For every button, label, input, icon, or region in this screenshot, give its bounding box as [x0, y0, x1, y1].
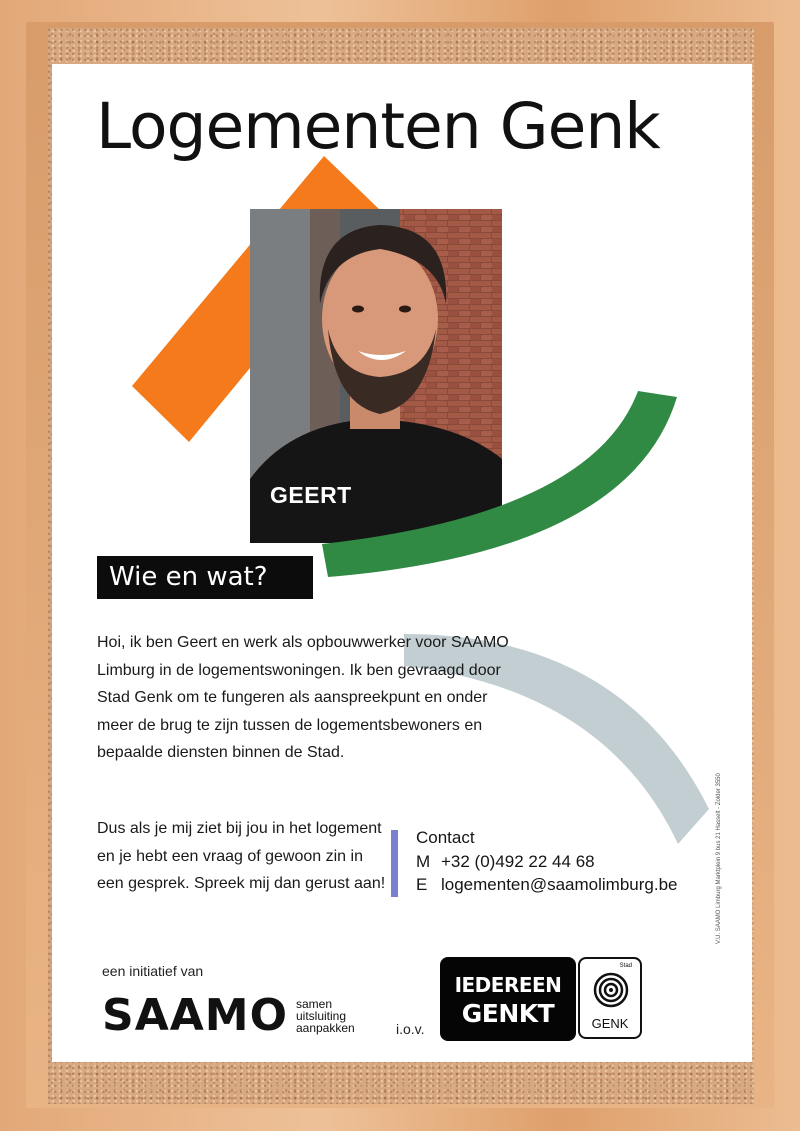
invite-paragraph: Dus als je mij ziet bij jou in het logement en je hebt een vraag of gewoon zin in een gesprek. Spreek mij dan gerust aan! [97, 820, 386, 892]
contact-phone: +32 (0)492 22 44 68 [441, 851, 595, 871]
genk-label: GENK [591, 1016, 629, 1031]
stad-genk-logo [578, 957, 642, 1039]
photo-name-label: GEERT [270, 482, 352, 508]
saamo-tagline-line: samen [295, 997, 333, 1011]
contact-email: logementen@saamolimburg.be [441, 875, 678, 894]
saamo-tagline-line: aanpakken [295, 1021, 355, 1035]
poster-title: Logementen Genk [96, 90, 660, 163]
email-key: E [416, 875, 428, 894]
section-heading: Wie en wat? [97, 556, 313, 599]
phone-key: M [416, 851, 431, 871]
saamo-tagline [296, 998, 355, 1034]
contact-email-row [416, 873, 678, 897]
genk-spiral-icon [592, 971, 630, 1009]
green-arc-shape [322, 391, 677, 577]
contact-phone-row [416, 850, 678, 874]
stad-label: Stad [619, 963, 632, 969]
iov-label: i.o.v. [396, 1021, 425, 1037]
saamo-wordmark: SAAMO [102, 990, 288, 1041]
iedereen-logo-line1: IEDEREEN [454, 973, 562, 997]
saamo-logo [102, 990, 355, 1041]
iedereen-logo-line2: GENKT [461, 999, 555, 1028]
poster [52, 64, 752, 1062]
initiative-label: een initiatief van [102, 963, 204, 979]
saamo-tagline-line: uitsluiting [295, 1009, 347, 1023]
contact-block [416, 826, 678, 897]
intro-paragraph: Hoi, ik ben Geert en werk als opbouwwerker voor SAAMO Limburg in de logementswoningen. Ik ben gevraagd door Stad Genk om te fungeren als aanspreekpunt en onder meer de brug te zijn tussen de logementsbewoners en bepaalde diensten binnen de Stad. [97, 634, 509, 761]
contact-heading: Contact [416, 828, 475, 847]
contact-accent-bar [391, 830, 398, 897]
iedereen-genkt-logo [440, 957, 576, 1041]
responsible-publisher-note: V.U. SAAMO Limburg Marktplein 9 bus 21 Hasselt - Zolder 3550 [716, 773, 722, 944]
